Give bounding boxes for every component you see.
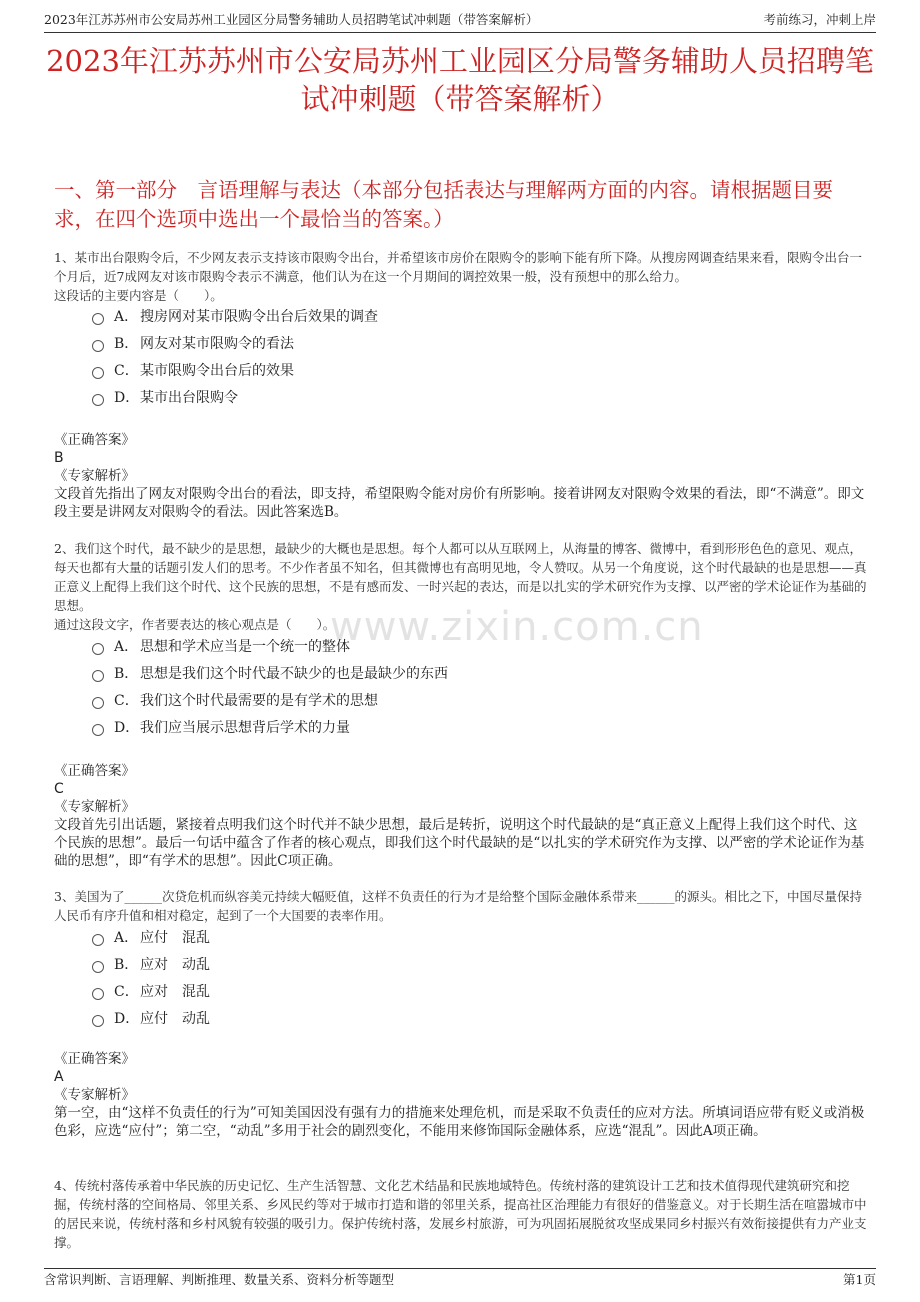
radio-icon[interactable]	[92, 961, 104, 973]
option-c[interactable]: C．应对 混乱	[92, 979, 210, 1006]
option-d[interactable]: D．我们应当展示思想背后学术的力量	[92, 715, 448, 742]
question-stem: 1、某市出台限购令后，不少网友表示支持该市限购令出台，并希望该市房价在限购令的影响下能有所下降。从搜房网调查结果来看，限购令出台一个月后，近7成网友对该市限购令表示不满意，他们认为在这一个月期间的调控效果一般，没有预想中的那么给力。	[54, 250, 862, 284]
radio-icon[interactable]	[92, 367, 104, 379]
radio-icon[interactable]	[92, 643, 104, 655]
footer-note: 含常识判断、言语理解、判断推理、数量关系、资料分析等题型	[44, 1272, 395, 1287]
radio-icon[interactable]	[92, 313, 104, 325]
question-ask: 这段话的主要内容是（ ）。	[54, 288, 223, 303]
option-d[interactable]: D．某市出台限购令	[92, 385, 378, 412]
radio-icon[interactable]	[92, 697, 104, 709]
option-b[interactable]: B． 思想是我们这个时代最不缺少的也是最缺少的东西	[92, 661, 448, 688]
radio-icon[interactable]	[92, 1015, 104, 1027]
analysis-label: 《专家解析》	[54, 799, 135, 815]
page-number: 第1页	[843, 1272, 876, 1287]
analysis-text: 第一空，由“这样不负责任的行为”可知美国因没有强有力的措施来处理危机，而是采取不负责任的应对方法。所填词语应带有贬义或消极色彩，应选“应付”；第二空，“动乱”多用于社会的剧烈变化，不能用来修饰国际金融体系，应选“混乱”。因此A项正确。	[54, 1105, 865, 1139]
radio-icon[interactable]	[92, 724, 104, 736]
option-a[interactable]: A． 搜房网对某市限购令出台后效果的调查	[92, 304, 378, 331]
answer-label: 《正确答案》	[54, 763, 135, 779]
watermark: www.zixin.com.cn	[330, 604, 704, 650]
question-1	[54, 248, 870, 305]
radio-icon[interactable]	[92, 988, 104, 1000]
analysis-label: 《专家解析》	[54, 468, 135, 484]
option-c[interactable]: C．某市限购令出台后的效果	[92, 358, 378, 385]
question-3	[54, 887, 870, 925]
document-title: 2023年江苏苏州市公安局苏州工业园区分局警务辅助人员招聘笔试冲刺题（带答案解析）	[46, 44, 874, 116]
question-4	[54, 1176, 870, 1252]
question-2-answer-block	[54, 762, 870, 870]
analysis-text: 文段首先引出话题，紧接着点明我们这个时代并不缺少思想，最后是转折，说明这个时代最缺的是“真正意义上配得上我们这个时代、这个民族的思想”。最后一句话中蕴含了作者的核心观点，即我们这个时代最缺的是“以扎实的学术研究作为支撑、以严密的学术论证作为基础的思想”，即“有学术的思想”。因此C项正确。	[54, 817, 865, 869]
radio-icon[interactable]	[92, 934, 104, 946]
correct-answer: C	[54, 781, 64, 797]
analysis-text: 文段首先指出了网友对限购令出台的看法，即支持，希望限购令能对房价有所影响。接着讲网友对限购令效果的看法，即“不满意”。即文段主要是讲网友对限购令的看法。因此答案选B。	[54, 486, 865, 520]
question-stem: 3、美国为了______次贷危机而纵容美元持续大幅贬值，这样不负责任的行为才是给整个国际金融体系带来______的源头。相比之下，中国尽量保持人民币有序升值和相对稳定，起到了一个大国要的表率作用。	[54, 889, 862, 923]
radio-icon[interactable]	[92, 340, 104, 352]
header-slogan: 考前练习，冲刺上岸	[763, 12, 876, 27]
option-c[interactable]: C．我们这个时代最需要的是有学术的思想	[92, 688, 448, 715]
option-b[interactable]: B． 网友对某市限购令的看法	[92, 331, 378, 358]
question-3-options	[92, 925, 210, 1033]
radio-icon[interactable]	[92, 670, 104, 682]
header-title: 2023年江苏苏州市公安局苏州工业园区分局警务辅助人员招聘笔试冲刺题（带答案解析）	[44, 12, 539, 27]
question-1-answer-block	[54, 431, 870, 521]
option-b[interactable]: B． 应对 动乱	[92, 952, 210, 979]
option-d[interactable]: D．应付 动乱	[92, 1006, 210, 1033]
page-header	[44, 10, 876, 33]
section-heading: 一、第一部分 言语理解与表达（本部分包括表达与理解两方面的内容。请根据题目要求，在四个选项中选出一个最恰当的答案。）	[54, 178, 833, 231]
analysis-label: 《专家解析》	[54, 1087, 135, 1103]
question-ask: 通过这段文字，作者要表达的核心观点是（ ）。	[54, 617, 336, 632]
radio-icon[interactable]	[92, 394, 104, 406]
page-footer	[44, 1268, 876, 1287]
question-stem: 2、我们这个时代，最不缺少的是思想，最缺少的大概也是思想。每个人都可以从互联网上，从海量的博客、微博中，看到形形色色的意见、观点，每天也都有大量的话题引发人们的思考。不少作者虽不知名，但其微博也有高明见地，令人赞叹。从另一个角度说，这个时代最缺的也是思想——真正意义上配得上我们这个时代、这个民族的思想，不是有感而发、一时兴起的表达，而是以扎实的学术研究作为支撑、以严密的学术论证作为基础的思想。	[54, 541, 867, 613]
question-stem: 4、传统村落传承着中华民族的历史记忆、生产生活智慧、文化艺术结晶和民族地域特色。传统村落的建筑设计工艺和技术值得现代建筑研究和挖掘，传统村落的空间格局、邻里关系、乡风民约等对于城市打造和谐的邻里关系，提高社区治理能力有很好的借鉴意义。对于长期生活在喧嚣城市中的居民来说，传统村落和乡村风貌有较强的吸引力。保护传统村落，发展乡村旅游，可为巩固拓展脱贫攻坚成果同乡村振兴有效衔接提供有力产业支撑。	[54, 1178, 867, 1250]
answer-label: 《正确答案》	[54, 432, 135, 448]
correct-answer: A	[54, 1069, 64, 1085]
correct-answer: B	[54, 450, 64, 466]
question-3-answer-block	[54, 1050, 870, 1140]
question-2-options	[92, 634, 448, 742]
question-2	[54, 539, 870, 634]
option-a[interactable]: A． 应付 混乱	[92, 925, 210, 952]
question-1-options	[92, 304, 378, 412]
answer-label: 《正确答案》	[54, 1051, 135, 1067]
option-a[interactable]: A． 思想和学术应当是一个统一的整体	[92, 634, 448, 661]
